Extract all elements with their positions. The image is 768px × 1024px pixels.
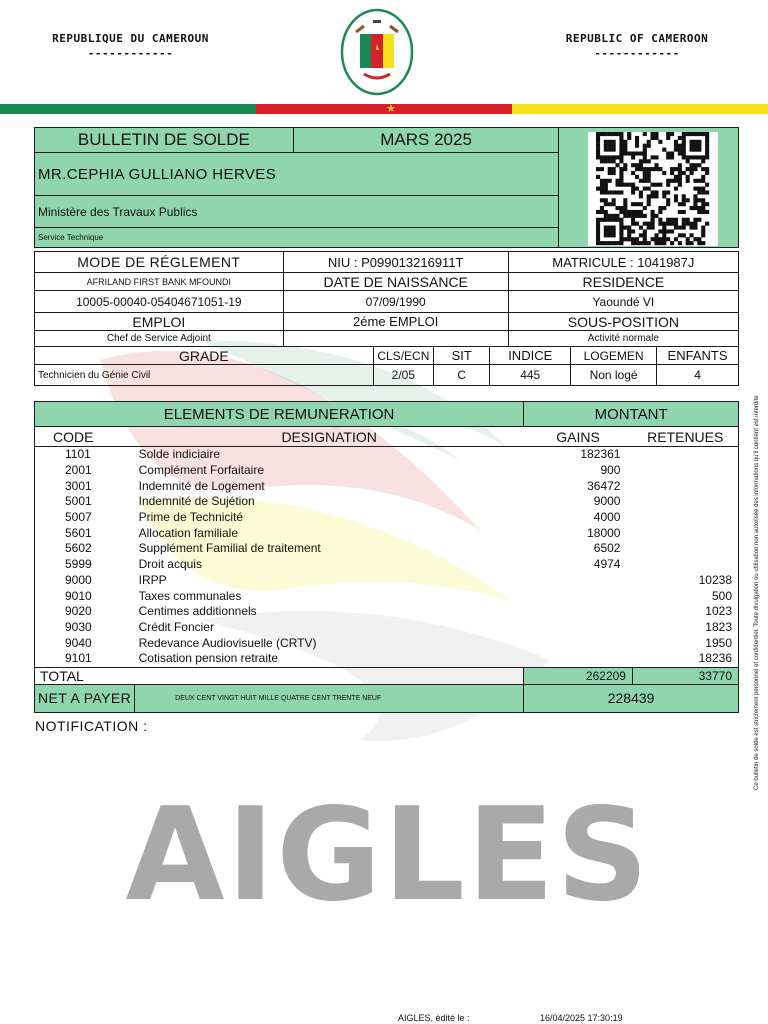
republic-title-fr-text: REPUBLIQUE DU CAMEROUN [52,32,209,45]
bank-name: AFRILAND FIRST BANK MFOUNDI [35,273,284,291]
row-gain [524,604,633,620]
employee-info-table [34,251,739,386]
row-code: 5001 [35,494,135,510]
separator-right: ------------ [594,47,680,60]
indice-label: INDICE [490,347,571,365]
grade-label: GRADE [35,347,374,365]
row-designation: Solde indiciaire [138,447,220,462]
grade-value: Technicien du Génie Civil [35,365,374,386]
row-spacer [366,478,523,494]
enfants-value: 4 [657,365,739,386]
remuneration-row [35,573,739,589]
emploi2-value [283,331,508,347]
sit-label: SIT [434,347,490,365]
row-gain: 182361 [580,447,621,462]
row-retenue: 1950 [632,635,738,651]
residence-value: Yaoundé VI [508,291,738,313]
remuneration-row [35,557,739,573]
row-gain: 4000 [593,510,621,525]
row-gain [524,620,633,636]
row-code: 9030 [35,620,135,636]
row-gain: 9000 [593,494,621,509]
row-code: 5602 [35,541,135,557]
row-gain [524,635,633,651]
remuneration-row [35,588,739,604]
niu-value: NIU : P099013216911T [283,252,508,273]
logement-value: Non logé [571,365,657,386]
row-retenue [632,478,738,494]
emploi2-label: 2éme EMPLOI [283,313,508,331]
row-retenue [632,447,738,463]
emploi-label: EMPLOI [35,313,284,331]
row-gain: 36472 [587,478,621,493]
row-retenue [632,510,738,526]
flag-star-icon: ★ [386,103,396,115]
cls-value: 2/05 [373,365,433,386]
row-code: 9000 [35,573,135,589]
row-gain [524,651,633,667]
row-designation: Indemnité de Logement [138,478,265,493]
row-code: 5601 [35,525,135,541]
row-retenue: 1023 [632,604,738,620]
row-gain: 900 [600,463,621,478]
remuneration-row [35,635,739,651]
remuneration-row [35,620,739,636]
row-designation: Centimes additionnels [138,604,257,619]
confidentiality-note: Ce bulletin de solde est strictement personnel et confidentiel. Toute divulgation ou utilisation non autorisée des informations qu'il contient est interdite [754,395,760,790]
col-designation: DESIGNATION [135,427,524,447]
sit-value: C [434,365,490,386]
ministry-name: Ministère des Travaux Publics [35,196,559,228]
separator-left: ------------ [87,47,174,60]
row-spacer [366,651,523,667]
remuneration-row [35,510,739,526]
total-label: TOTAL [35,667,135,684]
row-spacer [366,447,523,463]
row-designation: Supplément Familial de traitement [138,541,321,556]
sous-position-value: Activité normale [508,331,738,347]
row-spacer [366,541,523,557]
row-gain: 4974 [593,557,621,572]
row-retenue [632,541,738,557]
remuneration-row [35,604,739,620]
row-retenue [632,525,738,541]
row-designation: Cotisation pension retraite [138,651,279,666]
row-retenue [632,557,738,573]
bulletin-title: BULLETIN DE SOLDE [35,128,294,153]
remuneration-row [35,463,739,479]
birth-date-value: 07/09/1990 [283,291,508,313]
remuneration-row [35,525,739,541]
row-gain: 6502 [593,541,621,556]
row-spacer [366,604,523,620]
logement-label: LOGEMEN [571,347,657,365]
col-retenues: RETENUES [632,427,738,447]
row-code: 5007 [35,510,135,526]
row-spacer [366,635,523,651]
watermark-logo: AIGLES [125,781,651,930]
row-spacer [366,557,523,573]
net-amount: 228439 [524,684,739,712]
row-spacer [366,620,523,636]
row-retenue: 1823 [632,620,738,636]
remuneration-row [35,447,739,463]
row-designation: Allocation familiale [138,525,238,540]
row-retenue: 10238 [632,573,738,589]
republic-title-fr [38,32,223,60]
row-designation: Droit acquis [138,557,202,572]
row-retenue: 18236 [632,651,738,667]
row-gain: 18000 [587,525,621,540]
birth-date-label: DATE DE NAISSANCE [283,273,508,291]
net-in-words: DEUX CENT VINGT HUIT MILLE QUATRE CENT TRENTE NEUF [135,684,524,712]
row-designation: Prime de Technicité [138,510,244,525]
total-retenues: 33770 [632,667,738,684]
service-name: Service Technique [35,228,559,248]
total-gains: 262209 [524,667,633,684]
sous-position-label: SOUS-POSITION [508,313,738,331]
flag-band [0,104,768,114]
remuneration-table [34,401,739,713]
coat-of-arms-icon [340,8,414,96]
total-spacer [135,667,524,684]
republic-title-en [552,32,722,60]
row-code: 3001 [35,478,135,494]
remuneration-row [35,651,739,667]
row-designation: Redevance Audiovisuelle (CRTV) [138,635,317,650]
row-retenue: 500 [632,588,738,604]
mode-reglement-label: MODE DE RÉGLEMENT [35,252,284,273]
row-designation: Taxes communales [138,588,242,603]
row-code: 9020 [35,604,135,620]
row-spacer [366,573,523,589]
row-code: 2001 [35,463,135,479]
footer-edited-label: AIGLES, édité le : [398,1013,470,1023]
republic-title-en-text: REPUBLIC OF CAMEROON [565,32,709,45]
bank-account: 10005-00040-05404671051-19 [35,291,284,313]
employee-name: MR.CEPHIA GULLIANO HERVES [35,153,559,196]
indice-value: 445 [490,365,571,386]
row-gain [524,573,633,589]
amount-title: MONTANT [524,402,739,427]
col-code: CODE [35,427,135,447]
row-spacer [366,463,523,479]
row-spacer [366,525,523,541]
remuneration-row [35,478,739,494]
row-code: 9010 [35,588,135,604]
remuneration-row [35,494,739,510]
row-gain [524,588,633,604]
row-code: 9101 [35,651,135,667]
row-retenue [632,463,738,479]
row-spacer [366,494,523,510]
row-spacer [366,588,523,604]
remuneration-title: ELEMENTS DE REMUNERATION [35,402,524,427]
row-retenue [632,494,738,510]
row-code: 9040 [35,635,135,651]
remuneration-row [35,541,739,557]
residence-label: RESIDENCE [508,273,738,291]
row-designation: Crédit Foncier [138,619,214,634]
row-code: 1101 [35,447,135,463]
emploi-value: Chef de Service Adjoint [35,331,284,347]
row-code: 5999 [35,557,135,573]
net-label: NET A PAYER [35,684,135,712]
row-spacer [366,510,523,526]
cls-label: CLS/ECN [373,347,433,365]
row-designation: Indemnité de Sujétion [138,494,255,509]
matricule-value: MATRICULE : 1041987J [508,252,738,273]
row-designation: IRPP [138,572,167,587]
bulletin-period: MARS 2025 [293,128,559,153]
enfants-label: ENFANTS [657,347,739,365]
qr-code-icon [588,132,718,246]
row-designation: Complément Forfaitaire [138,463,264,478]
col-gains: GAINS [524,427,633,447]
footer-datetime: 16/04/2025 17:30:19 [540,1013,623,1023]
notification-label: NOTIFICATION : [35,718,148,734]
